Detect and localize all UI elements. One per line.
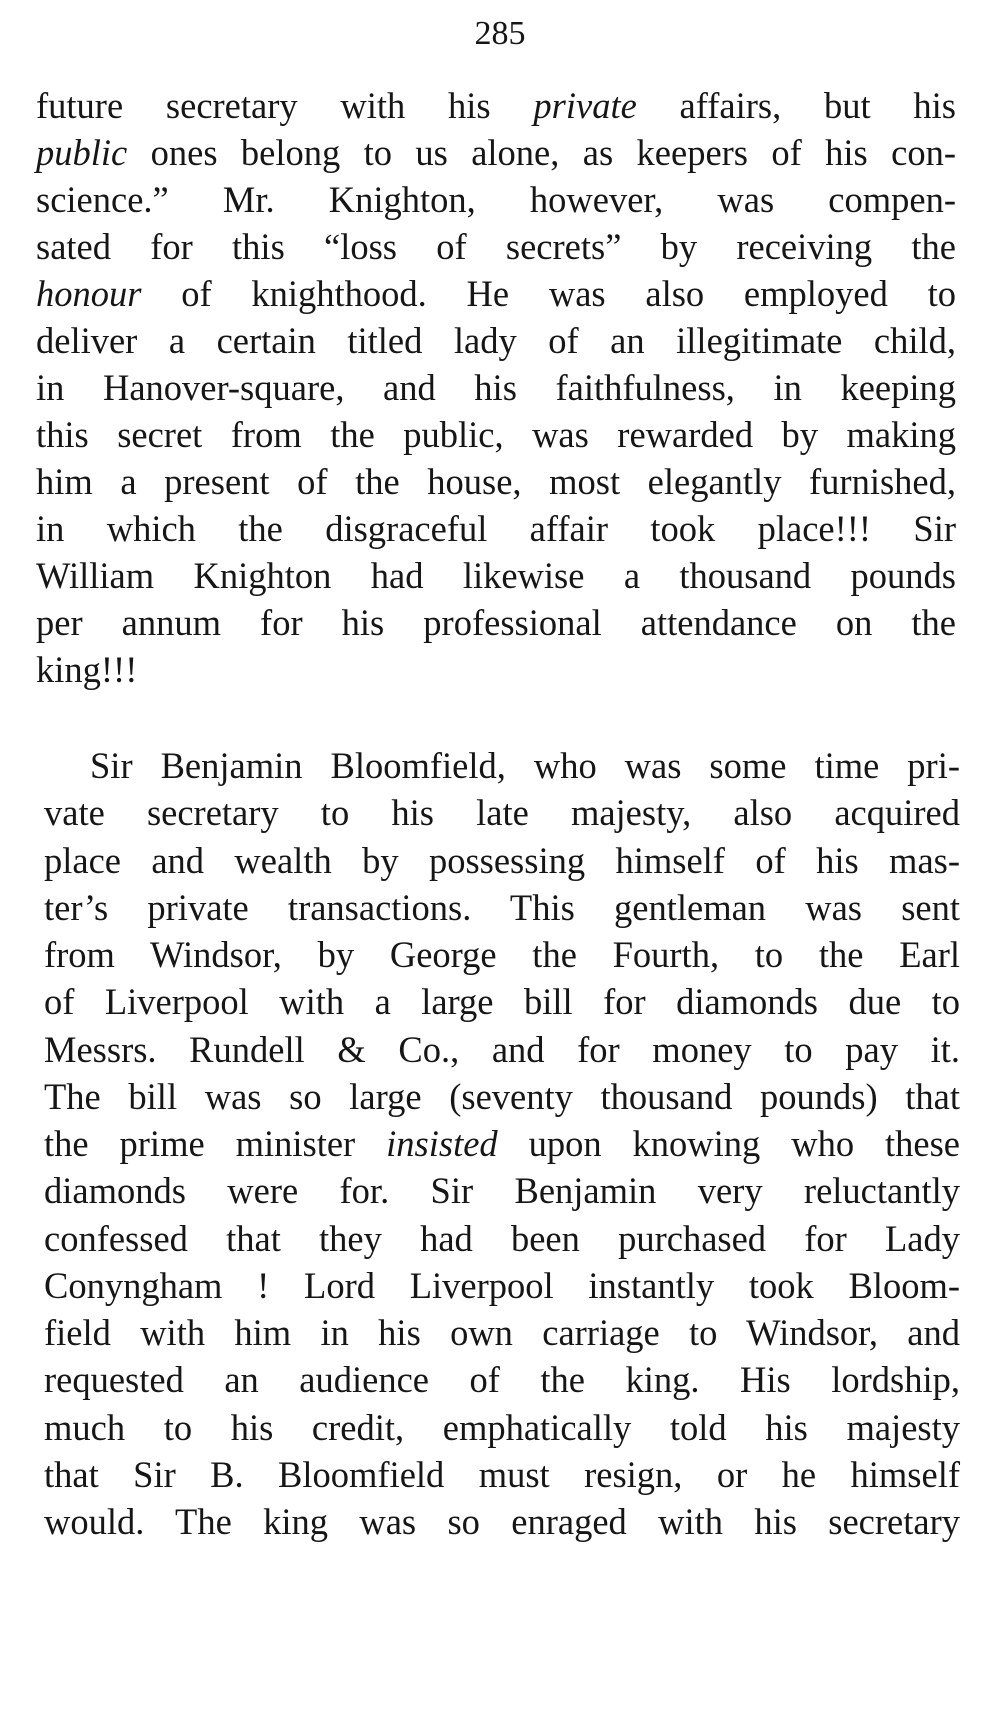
text-run: in Hanover-square, and his faithfulness, in keeping (36, 367, 956, 408)
text-run: future secretary with his (36, 85, 534, 126)
text-run: Messrs. Rundell & Co., and for money to pay it. (44, 1028, 960, 1070)
text-line (44, 1354, 960, 1406)
text-run: upon knowing who these (497, 1123, 960, 1164)
text-run: of knighthood. He was also employed to (141, 273, 956, 314)
text-run: him a present of the house, most elegantly furnished, (36, 461, 956, 502)
text-run: ter’s private transactions. This gentleman was sent (44, 886, 960, 928)
text-run: field with him in his own carriage to Windsor, and (44, 1312, 960, 1353)
text-run: sated for this “loss of secrets” by receiving the (36, 226, 956, 267)
text-run: much to his credit, emphatically told his majesty (44, 1406, 960, 1448)
text-line (44, 787, 960, 839)
text-run: science.” Mr. Knighton, however, was compen- (36, 179, 956, 220)
text-line (44, 1307, 960, 1359)
text-line (44, 976, 960, 1028)
text-run: this secret from the public, was rewarded by making (36, 414, 956, 455)
italic-emphasis: private (533, 85, 637, 126)
text-line (36, 80, 956, 132)
text-run: Conyngham ! Lord Liverpool instantly took Bloom- (44, 1264, 960, 1306)
text-run: The bill was so large (seventy thousand pounds) that (44, 1075, 960, 1117)
text-run: diamonds were for. Sir Benjamin very reluctantly (44, 1170, 960, 1212)
text-run: vate secretary to his late majesty, also acquired (44, 792, 960, 834)
text-line (44, 1213, 960, 1265)
text-line (36, 550, 956, 602)
text-line (36, 409, 956, 461)
text-run: confessed that they had been purchased for Lady (44, 1217, 960, 1259)
text-line (44, 1402, 960, 1454)
text-line (44, 1165, 960, 1217)
text-line (44, 882, 960, 934)
text-run: requested an audience of the king. His lordship, (44, 1359, 960, 1401)
text-run: William Knighton had likewise a thousand pounds (36, 555, 956, 596)
text-run: per annum for his professional attendance on the (36, 602, 956, 643)
text-run: of Liverpool with a large bill for diamonds due to (44, 981, 960, 1023)
page-number: 285 (474, 15, 526, 52)
text-run: the prime minister (44, 1123, 387, 1164)
italic-emphasis: insisted (386, 1123, 498, 1164)
italic-emphasis: honour (36, 273, 142, 314)
text-run: would. The king was so enraged with his secretary (44, 1501, 960, 1542)
text-line (44, 1449, 960, 1501)
text-line (36, 597, 956, 649)
text-line (36, 221, 956, 273)
text-line (36, 362, 956, 414)
text-run: deliver a certain titled lady of an illegitimate child, (36, 320, 956, 361)
text-run: place and wealth by possessing himself of his mas- (44, 839, 960, 881)
text-line (44, 1496, 960, 1548)
text-run: that Sir B. Bloomfield must resign, or he himself (44, 1453, 960, 1495)
text-line (44, 929, 960, 981)
text-run: from Windsor, by George the Fourth, to the Earl (44, 934, 960, 975)
text-line (36, 174, 956, 226)
text-run: in which the disgraceful affair took place!!! Sir (36, 508, 956, 549)
text-line (36, 503, 956, 555)
text-line (36, 268, 956, 320)
text-run: Sir Benjamin Bloomfield, who was some time pri- (90, 745, 960, 786)
text-line (36, 644, 956, 696)
text-line (36, 127, 956, 179)
text-line (44, 835, 960, 887)
text-run: affairs, but his (636, 85, 956, 126)
text-line (44, 1071, 960, 1123)
text-line (44, 1024, 960, 1076)
italic-emphasis: public (36, 132, 128, 173)
text-run: king!!! (36, 649, 138, 690)
text-line (36, 456, 956, 508)
text-line (44, 1260, 960, 1312)
text-run: ones belong to us alone, as keepers of his con- (127, 132, 956, 173)
text-line (44, 740, 960, 792)
text-line (44, 1118, 960, 1170)
text-line (36, 315, 956, 367)
